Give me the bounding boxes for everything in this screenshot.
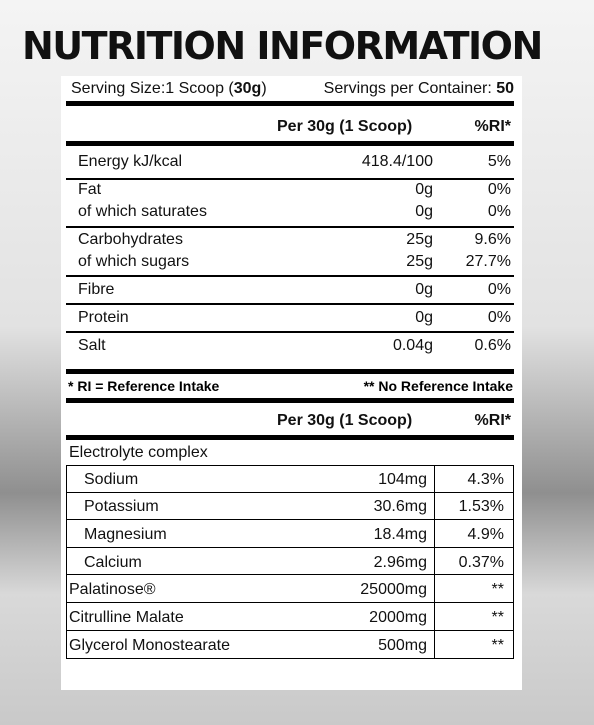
row-ri-sodium: 4.3%	[467, 471, 504, 488]
row-ri-sugars: 27.7%	[465, 253, 511, 270]
row-ri-magnesium: 4.9%	[467, 526, 504, 543]
row-per-magnesium: 18.4mg	[373, 526, 427, 543]
divider	[66, 547, 514, 548]
grid-line	[66, 465, 67, 658]
divider	[66, 465, 514, 466]
divider	[66, 574, 514, 575]
divider	[66, 331, 514, 333]
divider	[66, 369, 514, 374]
servings-per-container: Servings per Container: 50	[323, 80, 514, 97]
row-label-carbohydrates: Carbohydrates	[78, 231, 183, 248]
serving-info	[71, 80, 514, 98]
divider	[66, 275, 514, 277]
table1-col-ri: %RI*	[474, 118, 511, 135]
row-per-fibre: 0g	[415, 281, 433, 298]
row-ri-fat: 0%	[487, 181, 511, 198]
row-ri-saturates: 0%	[487, 203, 511, 220]
row-label-protein: Protein	[78, 309, 129, 326]
divider	[66, 630, 514, 631]
row-label-salt: Salt	[78, 337, 106, 354]
row-label-fibre: Fibre	[78, 281, 115, 298]
note-no-reference-intake: ** No Reference Intake	[363, 378, 513, 394]
row-ri-protein: 0%	[487, 309, 511, 326]
table1-col-per: Per 30g (1 Scoop)	[277, 118, 413, 135]
serving-size: Serving Size:1 Scoop (30g)	[71, 80, 267, 97]
row-ri-energy: 5%	[487, 153, 511, 170]
row-label-potassium: Potassium	[84, 498, 159, 515]
row-per-saturates: 0g	[415, 203, 433, 220]
divider	[66, 141, 514, 146]
row-ri-salt: 0.6%	[474, 337, 511, 354]
row-per-sodium: 104mg	[378, 471, 427, 488]
row-label-calcium: Calcium	[84, 554, 142, 571]
row-label-sodium: Sodium	[84, 471, 139, 488]
row-label-sugars: of which sugars	[78, 253, 190, 270]
row-label-palatinose: Palatinose®	[69, 581, 156, 598]
divider	[66, 658, 514, 659]
row-label-energy: Energy kJ/kcal	[78, 153, 183, 170]
row-per-palatinose: 25000mg	[360, 581, 427, 598]
row-ri-palatinose: **	[491, 581, 504, 598]
nutrition-panel	[61, 76, 522, 690]
table2-col-ri: %RI*	[474, 412, 511, 429]
group-label-electrolyte: Electrolyte complex	[69, 444, 208, 461]
row-ri-citrulline-malate: **	[491, 609, 504, 626]
row-label-saturates: of which saturates	[78, 203, 207, 220]
table2-col-per: Per 30g (1 Scoop)	[277, 412, 413, 429]
row-per-salt: 0.04g	[392, 337, 433, 354]
grid-line	[434, 465, 435, 658]
grid-line	[513, 465, 514, 658]
divider	[66, 435, 514, 440]
row-per-potassium: 30.6mg	[373, 498, 427, 515]
row-label-citrulline-malate: Citrulline Malate	[69, 609, 184, 626]
row-label-fat: Fat	[78, 181, 102, 198]
row-per-sugars: 25g	[406, 253, 433, 270]
row-ri-carbohydrates: 9.6%	[474, 231, 511, 248]
divider	[66, 519, 514, 520]
row-label-magnesium: Magnesium	[84, 526, 167, 543]
row-per-glycerol-monostearate: 500mg	[378, 637, 427, 654]
page-title: NUTRITION INFORMATION	[22, 24, 542, 68]
row-ri-glycerol-monostearate: **	[491, 637, 504, 654]
divider	[66, 303, 514, 305]
row-ri-calcium: 0.37%	[458, 554, 504, 571]
note-reference-intake: * RI = Reference Intake	[68, 378, 220, 394]
divider	[66, 101, 514, 106]
row-label-glycerol-monostearate: Glycerol Monostearate	[69, 637, 230, 654]
row-per-calcium: 2.96mg	[373, 554, 427, 571]
row-ri-fibre: 0%	[487, 281, 511, 298]
row-per-energy: 418.4/100	[361, 153, 433, 170]
row-per-protein: 0g	[415, 309, 433, 326]
row-ri-potassium: 1.53%	[458, 498, 504, 515]
divider	[66, 178, 514, 180]
row-per-carbohydrates: 25g	[406, 231, 433, 248]
divider	[66, 492, 514, 493]
divider	[66, 602, 514, 603]
row-per-citrulline-malate: 2000mg	[369, 609, 427, 626]
divider	[66, 398, 514, 403]
divider	[66, 226, 514, 228]
row-per-fat: 0g	[415, 181, 433, 198]
